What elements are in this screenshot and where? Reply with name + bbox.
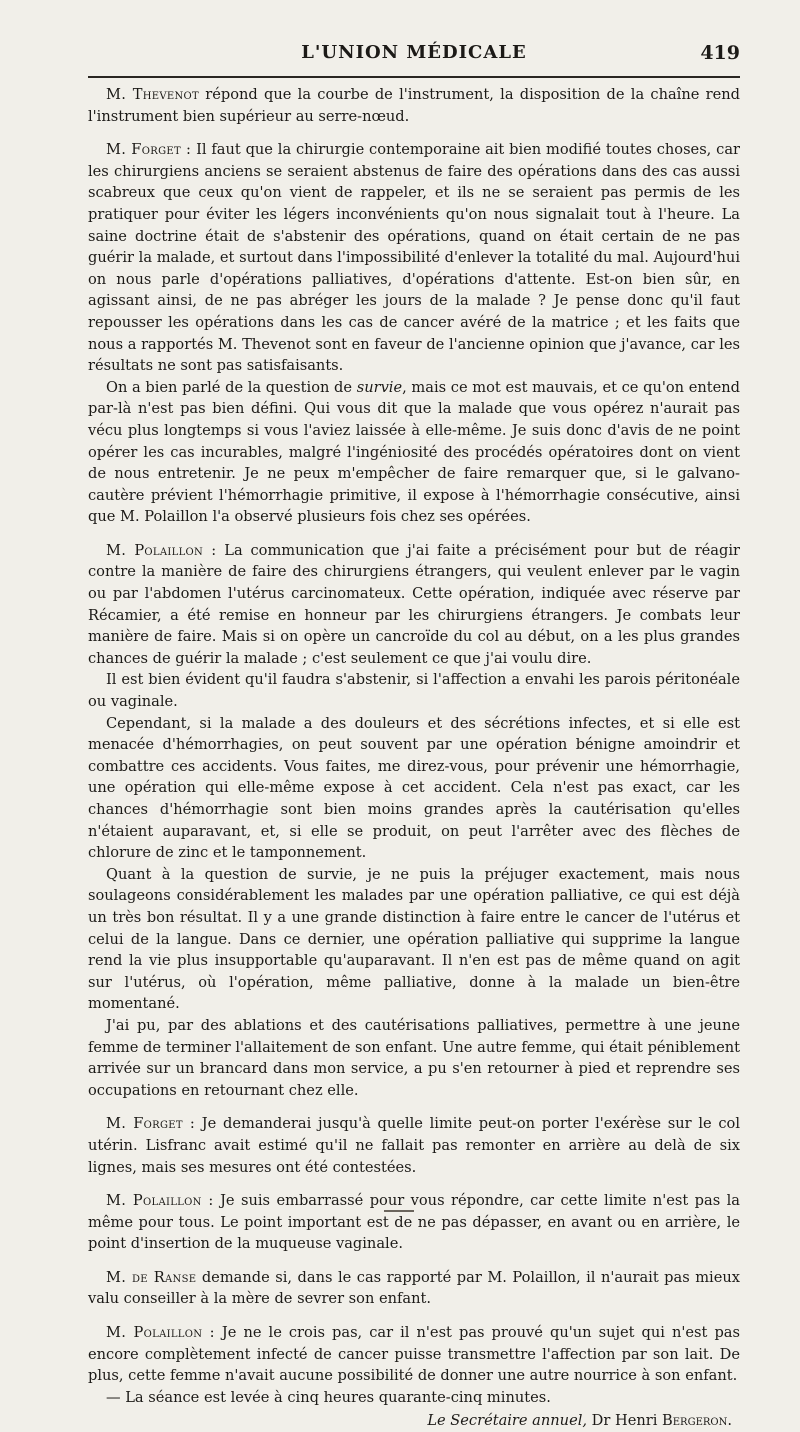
paragraph-text: Je suis embarrassé pour vous répondre, car cette limite n'est pas la même pour tous. Le point important est de ne pas dépasser, en avant ou en arrière, le point d'insertion de la muqueuse vaginale.	[88, 1192, 740, 1253]
speaker-name: M. Polaillon :	[106, 1324, 215, 1342]
paragraph	[88, 1015, 740, 1101]
paragraph-text: Quant à la question de survie, je ne puis la préjuger exactement, mais nous soulageons considérablement les malades par une opération palliative, ce qui est déjà un très bon résultat. Il y a une grande distinction à faire entre le cancer de l'utérus et celui de la langue. Dans ce dernier, une opération palliative qui supprime la langue rend la vie plus insupportable qu'auparavant. Il n'en est pas de même quand on agit sur l'utérus, où l'opération, même palliative, donne à la malade un bien-être momentané.	[88, 865, 740, 1013]
article-body	[88, 84, 740, 1432]
speaker-name: M. Polaillon :	[106, 541, 217, 559]
signature-prefix: Dr Henri	[587, 1412, 663, 1430]
paragraph-text: Il faut que la chirurgie contemporaine ait bien modifié toutes choses, car les chirurgiens anciens se seraient abstenus de faire des opérations dans des cas aussi scabreux que ceux qu'on vient de rappeler, et ils ne se seraient pas permis de les pratiquer pour éviter les légers inconvénients qu'on nous signalait tout à l'heure. La saine doctrine était de s'abstenir des opérations, quand on était certain de ne pas guérir la malade, et surtout dans l'impossibilité d'enlever la totalité du mal. Aujourd'hui on nous parle d'opérations palliatives, d'opérations d'attente. Est-on bien sûr, en agissant ainsi, de ne pas abréger les jours de la malade ? Je pense donc qu'il faut repousser les opérations dans les cas de cancer avéré de la matrice ; et les faits que nous a rapportés M. Thevenot sont en faveur de l'ancienne opinion que j'avance, car les résultats ne sont pas satisfaisants.	[88, 141, 740, 375]
paragraph-text: On a bien parlé de la question de	[106, 378, 357, 396]
paragraph	[88, 1267, 740, 1310]
signature	[88, 1410, 740, 1432]
paragraph	[88, 1322, 740, 1387]
paragraph	[88, 864, 740, 1015]
paragraph-text: Je ne le crois pas, car il n'est pas prouvé qu'un sujet qui n'est pas encore complètement infecté de cancer puisse transmettre l'affection par son lait. De plus, cette femme n'avait aucune possibilité de donner une autre nourrice à son enfant.	[88, 1324, 740, 1385]
paragraph-text: , mais ce mot est mauvais, et ce qu'on entend par-là n'est pas bien défini. Qui vous dit que la malade que vous opérez n'aurait pas vécu plus longtemps si vous l'aviez laissée à elle-même. Je suis donc d'avis de ne point opérer les cas incurables, malgré l'ingéniosité des procédés opératoires dont on vient de nous entretenir. Je ne peux m'empêcher de faire remarquer que, si le galvano-cautère prévient l'hémorrhagie primitive, il expose à l'hémorrhagie consécutive, ainsi que M. Polaillon l'a observé plusieurs fois chez ses opérées.	[88, 378, 740, 526]
end-rule	[384, 1210, 414, 1212]
paragraph-text: Je demanderai jusqu'à quelle limite peut-on porter l'exérèse sur le col utérin. Lisfranc avait estimé qu'il ne fallait pas remonter en arrière au delà de six lignes, mais ses mesures ont été contestées.	[88, 1115, 740, 1176]
italic-term: survie	[356, 378, 403, 396]
signature-name: Bergeron.	[662, 1412, 732, 1430]
paragraph-text: Cependant, si la malade a des douleurs et des sécrétions infectes, et si elle est menacée d'hémorrhagies, on peut souvent par une opération bénigne amoindrir et combattre ces accidents. Vous faites, me direz-vous, pour prévenir une hémorrhagie, une opération qui elle-même expose à cet accident. Cela n'est pas exact, car les chances d'hémorrhagie sont bien moins grandes après la cautérisation qu'elles n'étaient auparavant, et, si elle se produit, on peut l'arrêter avec des flèches de chlorure de zinc et le tamponnement.	[88, 714, 740, 862]
paragraph-text: La communication que j'ai faite a précisément pour but de réagir contre la manière de faire des chirurgiens étrangers, qui veulent enlever par le vagin ou par l'abdomen l'utérus carcinomateux. Cette opération, indiquée avec réserve par Récamier, a été remise en honneur par les chirurgiens étrangers. Je combats leur manière de faire. Mais si on opère un cancroïde du col au début, on a les plus grandes chances de guérir la malade ; c'est seulement ce que j'ai voulu dire.	[88, 541, 740, 667]
speaker-name: M. Thevenot	[106, 86, 200, 103]
signature-role: Le Secrétaire annuel,	[427, 1412, 588, 1430]
journal-title: L'UNION MÉDICALE	[301, 42, 527, 63]
paragraph-text: J'ai pu, par des ablations et des cautérisations palliatives, permettre à une jeune femme de terminer l'allaitement de son enfant. Une autre femme, qui était péniblement arrivée sur un brancard dans mon service, a pu s'en retourner à pied et reprendre ses occupations en retournant chez elle.	[88, 1016, 740, 1099]
paragraph	[88, 1190, 740, 1255]
paragraph-text: Il est bien évident qu'il faudra s'abstenir, si l'affection a envahi les parois péritonéale ou vaginale.	[88, 671, 740, 711]
paragraph	[88, 84, 740, 127]
running-header	[88, 42, 740, 78]
paragraph	[88, 540, 740, 670]
paragraph	[88, 1113, 740, 1178]
speaker-name: M. Forget :	[106, 141, 192, 159]
paragraph-text: — La séance est levée à cinq heures quarante-cinq minutes.	[106, 1388, 551, 1406]
paragraph	[88, 139, 740, 377]
paragraph-text: demande si, dans le cas rapporté par M. Polaillon, il n'aurait pas mieux valu conseiller à la mère de sevrer son enfant.	[88, 1268, 740, 1308]
paragraph	[88, 669, 740, 712]
paragraph	[88, 713, 740, 864]
speaker-name: M. Polaillon :	[106, 1192, 214, 1210]
speaker-name: M. de Ranse	[106, 1268, 197, 1286]
paragraph	[88, 377, 740, 528]
speaker-name: M. Forget :	[106, 1115, 196, 1133]
closing-line	[88, 1387, 740, 1409]
paragraph-text: répond que la courbe de l'instrument, la disposition de la chaîne rend l'instrument bien supérieur au serre-nœud.	[88, 86, 740, 125]
page-number: 419	[700, 42, 740, 64]
